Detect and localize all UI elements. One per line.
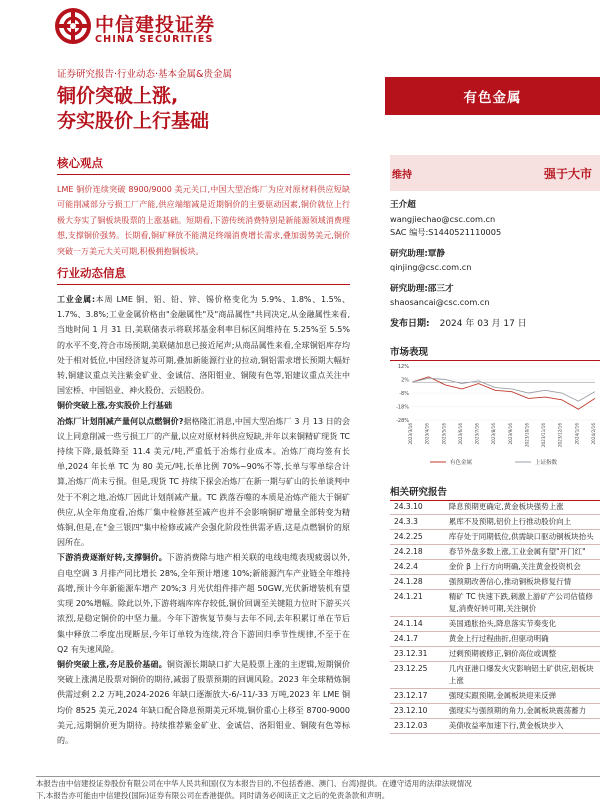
related-report-date: 24.1.21: [394, 592, 423, 601]
industry-paragraph-3: [57, 414, 350, 551]
industry-p5-text: 铜资源长期缺口扩大是股票上涨的主逻辑,短期铜价突破上涨满足股票对铜价的期待,减弱了股票预期的回调风险。2023 年全球精炼铜供需过剩 2.2 万吨,2024-2026 年缺口逐渐放大-6/-11/-33 万吨,2023 年 LME 铜均价 8525 美元,2024 年缺口配合降息预期美元环境,铜价重心上移至 8700-9000 美元,远期铜价更为期待。持续推荐紫金矿业、金诚信、洛阳钼业、铜陵有色等标的。: [57, 659, 350, 745]
analyst-email[interactable]: qinjing@csc.com.cn: [390, 262, 472, 272]
y-tick-label: 12%: [397, 364, 409, 370]
industry-heading: 行业动态信息: [57, 265, 350, 285]
related-report-date: 24.2.4: [394, 562, 418, 571]
publish-date-value: 2024 年 03 月 17 日: [439, 318, 527, 329]
related-report-title[interactable]: 强现实跟预期,金属板块迎来反弹: [448, 691, 557, 700]
brand-name-cn: 中信建投证券: [95, 14, 216, 36]
analyst-name: 研究助理:覃静: [390, 248, 445, 259]
y-tick-label: -8%: [399, 391, 409, 397]
y-tick-label: -18%: [396, 404, 409, 411]
analyst-sac: SAC 编号:S1440521110005: [390, 227, 502, 237]
industry-p3-text: 据格隆汇消息,中国大型冶炼厂 3 月 13 日的会议上同意削减一些亏损工厂的产量,以应对原材料供应短缺,并年以来铜精矿现货 TC 持续下降,最低降至 11.4 美元/吨,严重低于冶炼行业成本。冶炼厂商均签有长单,2024 年长单 TC 为 80 美元/吨,长单比例 70%~90%不等,长单与零单综合计算,冶炼厂尚未亏损。但是,现货 TC 持续下探会冶炼厂在新一期与矿山的长单谈判中处于不利之地,冶炼厂因此计划削减产量。TC 跌落吞噬的本质是冶炼产能大于铜矿供应,从全年角度看,冶炼厂集中检修甚至减产也并不会影响铜矿增量全部转变为精炼铜,但是,在"金三银四"集中检修或减产会强化阶段性供需矛盾,这是点燃铜价的原因所在。: [57, 416, 351, 548]
related-report-row[interactable]: [390, 500, 600, 515]
report-title-line1: 铜价突破上涨,: [57, 85, 179, 107]
related-reports-list: [390, 500, 600, 734]
disclaimer-line-2: 下,本报告亦可能由中信建投(国际)证券有限公司在香港提供。同时请务必阅读正文之后的免责条款和声明。: [36, 790, 390, 800]
y-tick-label: 2%: [401, 377, 409, 384]
related-report-row[interactable]: [390, 647, 600, 662]
related-report-title[interactable]: 过剩预期被修正,铜价高位或调整: [448, 649, 557, 658]
related-report-title[interactable]: 金价 β 上行方向明确,关注黄金投资机会: [448, 562, 581, 571]
industry-paragraph-5: [57, 657, 350, 748]
report-title-line2: 夯实股价上行基础: [57, 110, 210, 132]
related-report-row[interactable]: [390, 575, 600, 590]
analyst-3: [390, 283, 600, 310]
related-report-title[interactable]: 精矿 TC 快速下跌,刺激上游矿产公司估值修复,消费好转可期,关注铜价: [448, 592, 593, 613]
related-report-title[interactable]: 降息预期更确定,黄金板块强势上涨: [448, 502, 564, 511]
x-tick-label: 2023/9/16: [507, 423, 513, 445]
analyst-name: 研究助理:邵三才: [390, 283, 454, 294]
industry-p5-label: 铜价突破上涨,夯足股价基础。: [57, 659, 167, 669]
industry-p4-label: 下游消费逐渐好转,支撑铜价。: [57, 553, 167, 563]
related-report-title[interactable]: 强现实与强预期的角力,金属板块震荡蓄力: [448, 706, 587, 715]
y-tick-label: -28%: [396, 418, 409, 424]
related-report-row[interactable]: [390, 662, 600, 689]
x-tick-label: 2023/3/16: [408, 423, 413, 445]
x-tick-label: 2023/6/16: [457, 423, 463, 445]
related-report-row[interactable]: [390, 704, 600, 719]
related-report-title[interactable]: 春节外盘多数上涨,工业金属有望"开门红": [448, 547, 586, 556]
related-report-date: 24.3.3: [394, 517, 418, 526]
x-tick-label: 2023/7/16: [474, 423, 480, 445]
rating-label: 维持: [392, 169, 412, 181]
industry-p3-label: 冶炼厂计划削减产量何以点燃铜价?: [57, 416, 184, 426]
industry-subheading: 铜价突破上涨,夯实股价上行基础: [57, 401, 173, 411]
industry-p1-label: 工业金属:: [57, 295, 96, 305]
analyst-1: [390, 199, 600, 240]
related-heading: 相关研究报告: [390, 484, 600, 501]
rating-bar: [390, 155, 600, 191]
related-report-date: 23.12.25: [394, 664, 428, 673]
related-report-title[interactable]: 几内亚港口爆发火灾影响铝土矿供应,铝板块上涨: [448, 664, 594, 685]
related-report-title[interactable]: 黄金上行过程曲折,但驱动明确: [448, 634, 549, 643]
related-report-row[interactable]: [390, 560, 600, 575]
related-report-date: 24.2.25: [394, 532, 423, 541]
related-report-row[interactable]: [390, 515, 600, 530]
china-securities-logo-icon: [55, 8, 91, 44]
sector-badge: 有色金属: [385, 77, 600, 115]
rating-value: 强于大市: [543, 166, 592, 181]
industry-p4-text: 下游消费除与地产相关联的电线电缆表现疲弱以外,自电空调 3 月排产同比增长 28%,全年预计增速 10%;新能源汽车产业链全年维持高增,预计今年新能源车增产 20%;3 月光伏组件排产超 50GW,光伏新增装机有望实现 20%增幅。除此以外,下游将端库库存较低,铜价回调至关键阻力位时下游买兴浓烈,是稳定铜价的中坚力量。今年下游恢复节奏与去年不同,去年积累订单在节后集中释放二季度出现断层,今年订单较为连续,符合下游回归季节性规律,不至于在 Q2 有失速风险。: [57, 553, 350, 654]
sidebar: [390, 155, 600, 329]
analyst-name: 王介超: [390, 200, 416, 210]
related-report-date: 23.12.03: [394, 721, 428, 730]
x-tick-label: 2024/1/16: [574, 423, 580, 445]
related-report-date: 23.12.17: [394, 691, 428, 700]
x-tick-label: 2023/11/16: [541, 423, 547, 448]
report-title: [57, 84, 209, 134]
brand-logo: [55, 8, 235, 50]
related-report-date: 24.3.10: [394, 502, 423, 511]
main-content: [57, 155, 350, 748]
market-performance-chart: [390, 358, 600, 470]
legend-label: 上证指数: [535, 460, 558, 466]
related-report-date: 23.12.10: [394, 706, 428, 715]
industry-paragraph-1: [57, 292, 350, 398]
related-report-date: 23.12.31: [394, 649, 428, 658]
x-tick-label: 2023/5/16: [441, 423, 447, 445]
related-report-title[interactable]: 美国通胀抬头,降息落实节奏变化: [448, 619, 557, 628]
related-report-title[interactable]: 强预期改善信心,推动铜板块修复行情: [448, 577, 572, 586]
related-report-title[interactable]: 美债收益率加速下行,黄金板块步入: [448, 721, 564, 730]
x-tick-label: 2023/10/16: [524, 423, 530, 448]
related-report-row[interactable]: [390, 545, 600, 560]
x-tick-label: 2023/8/16: [491, 423, 497, 445]
disclaimer-line-1: 本报告由中信建投证券股份有限公司在中华人民共和国(仅为本报告目的,不包括香港、澳门、台湾)提供。在遵守适用的法律法规情况: [36, 779, 472, 788]
analyst-email[interactable]: wangjiechao@csc.com.cn: [390, 213, 496, 224]
related-report-title[interactable]: 库存处于同期低位,供需缺口驱动铜板块抬头: [448, 532, 594, 541]
publish-date-label: 发布日期:: [390, 318, 430, 329]
breadcrumb: 证券研究报告·行业动态·基本金属&贵金属: [57, 69, 232, 80]
x-tick-label: 2024/2/16: [591, 423, 596, 445]
analyst-2: [390, 248, 600, 275]
related-report-date: 24.2.18: [394, 547, 423, 556]
analyst-email[interactable]: shaosancai@csc.com.cn: [390, 297, 490, 307]
related-report-row[interactable]: [390, 719, 600, 734]
related-report-title[interactable]: 累库不及预期,铝价上行推动股价向上: [448, 517, 572, 526]
industry-p1-text: 本周 LME 铜、铝、铅、锌、锡价格变化为 5.9%、1.8%、1.5%、1.7%、3.8%;工业金属价格由"金融属性"及"商品属性"共同决定,从金融属性来看,当地时间 1 月 31 日,美联储表示将联邦基金利率目标区间维持在 5.25%至 5.5%的水平不变,符合市场预期,美联储加息已接近尾声;从商品属性来看,全球铜铝库存均处于相对低位,中国经济复苏可期,叠加新能源行业的拉动,铜铝需求增长预期大幅好转,铜建议重点关注紫金矿业、金诚信、洛阳钼业、铜陵有色等,铝建议重点关注中国宏桥、中国铝业、神火股份、云铝股份。: [57, 295, 351, 396]
market-heading: 市场表现: [390, 344, 600, 361]
x-tick-label: 2023/12/16: [557, 423, 563, 448]
industry-paragraph-4: [57, 550, 350, 656]
legend-label: 有色金属: [450, 460, 473, 466]
related-report-date: 24.1.14: [394, 619, 423, 628]
brand-name-en: CHINA SECURITIES: [95, 34, 214, 45]
related-report-date: 24.1.28: [394, 577, 423, 586]
related-report-row[interactable]: [390, 590, 600, 617]
related-report-row[interactable]: [390, 617, 600, 632]
related-report-date: 24.1.7: [394, 634, 418, 643]
core-text: LME 铜价连续突破 8900/9000 美元关口,中国大型冶炼厂为应对原材料供应短缺可能削减部分亏损工厂产能,供应端缩减是近期铜价的主要驱动因素,铜价就位上行极大夯实了铜板块股票的上涨基础。短期看,下游传统消费特别是新能源领域消费理想,支撑铜价强势。长期看,铜矿释放不能满足终端消费增长需求,叠加弱势美元,铜价突破一万美元大关可期,积极拥抱铜板块。: [57, 185, 350, 256]
related-report-row[interactable]: [390, 632, 600, 647]
related-report-row[interactable]: [390, 689, 600, 704]
disclaimer-footer: [36, 776, 600, 800]
publish-date: [390, 316, 600, 329]
related-report-row[interactable]: [390, 530, 600, 545]
x-tick-label: 2023/4/16: [424, 423, 430, 445]
core-heading: 核心观点: [57, 155, 350, 175]
